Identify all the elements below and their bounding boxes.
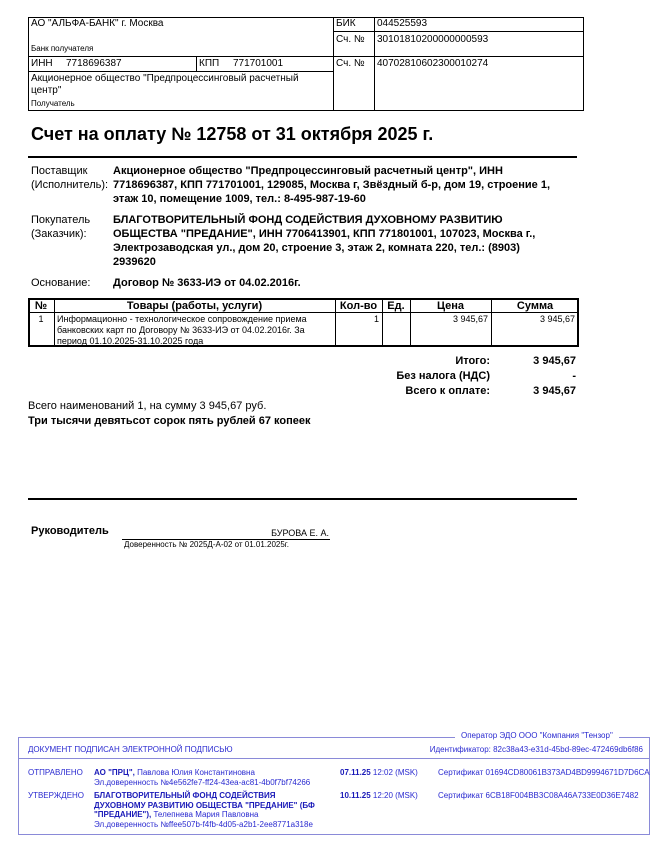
- supplier-label-2: (Исполнитель):: [31, 179, 109, 191]
- sent-date: 07.11.25: [340, 768, 371, 777]
- bik-value: 044525593: [377, 18, 428, 29]
- approved-org: БЛАГОТВОРИТЕЛЬНЫЙ ФОНД СОДЕЙСТВИЯ: [94, 791, 276, 800]
- sent-time: 12:02 (MSK): [370, 768, 418, 777]
- bik-label: БИК: [336, 18, 356, 29]
- sent-label: ОТПРАВЛЕНО: [28, 768, 83, 777]
- total-value: 3 945,67: [533, 355, 576, 367]
- buyer-label: Покупатель: [31, 214, 91, 226]
- buyer-line: ОБЩЕСТВА "ПРЕДАНИЕ", ИНН 7706413901, КПП 771801001, 107023, Москва г.,: [113, 228, 536, 240]
- supplier-label: Поставщик: [31, 165, 88, 177]
- inn-value: 7718696387: [66, 58, 122, 69]
- corr-label: Сч. №: [336, 34, 365, 45]
- sent-org: АО "ПРЦ",: [94, 768, 135, 777]
- kpp-label: КПП: [199, 58, 220, 69]
- row-sum: 3 945,67: [539, 314, 575, 324]
- basis-label: Основание:: [31, 277, 91, 289]
- total-label: Итого:: [455, 355, 490, 367]
- sent-person: Павлова Юлия Константиновна: [134, 768, 255, 777]
- header-unit: Ед.: [387, 300, 405, 312]
- basis-value: Договор № 3633-ИЭ от 04.02.2016г.: [113, 277, 301, 289]
- sent-cert: Сертификат 01694CD80061B373AD4BD9994671D7D6CA: [438, 768, 650, 777]
- due-value: 3 945,67: [533, 385, 576, 397]
- buyer-label-2: (Заказчик):: [31, 228, 87, 240]
- approved-org: ДУХОВНОМУ РАЗВИТИЮ ОБЩЕСТВА "ПРЕДАНИЕ" (БФ: [94, 800, 315, 810]
- tax-value: -: [572, 370, 576, 382]
- edo-operator: Оператор ЭДО ООО "Компания "Тензор": [455, 731, 619, 740]
- signature-role: Руководитель: [31, 525, 109, 537]
- bank-name: АО "АЛЬФА-БАНК" г. Москва: [31, 18, 164, 29]
- invoice-title: Счет на оплату № 12758 от 31 октября 2025 г.: [31, 124, 434, 144]
- signature-poa: Доверенность № 2025Д-А-02 от 01.01.2025г.: [124, 540, 289, 549]
- recipient-name-cont: центр": [31, 85, 62, 96]
- header-sum: Сумма: [516, 300, 554, 312]
- header-price: Цена: [436, 300, 465, 312]
- approved-date: 10.11.25: [340, 791, 371, 800]
- account-value: 40702810602300010274: [377, 58, 489, 69]
- supplier-line: Акционерное общество "Предпроцессинговый расчетный центр", ИНН: [113, 165, 503, 177]
- approved-poa: Эл.доверенность №ffee507b-f4fb-4d05-a2b1-2ee8771a318e: [94, 820, 313, 830]
- row-name-line: банковских карт по Договору № 3633-ИЭ от 04.02.2016г. За: [57, 325, 305, 335]
- supplier-line: 7718696387, КПП 771701001, 129085, Москва г, Звёздный б-р, дом 19, строение 1,: [113, 179, 551, 191]
- approved-signer: [94, 791, 315, 830]
- header-number: №: [34, 300, 48, 312]
- buyer-details: [113, 213, 535, 269]
- amount-in-words: Три тысячи девятьсот сорок пять рублей 67 копеек: [28, 415, 311, 427]
- inn-label: ИНН: [31, 58, 53, 69]
- tax-label: Без налога (НДС): [396, 370, 490, 382]
- row-qty: 1: [373, 314, 379, 324]
- edo-header: ДОКУМЕНТ ПОДПИСАН ЭЛЕКТРОННОЙ ПОДПИСЬЮ: [28, 745, 233, 754]
- row-price: 3 945,67: [452, 314, 488, 324]
- buyer-line: 2939620: [113, 256, 156, 268]
- header-goods: Товары (работы, услуги): [126, 300, 263, 312]
- approved-person: Телепнева Мария Павловна: [151, 810, 259, 820]
- edo-identifier: Идентификатор: 82c38a43-e31d-45bd-89ec-472469db6f86: [429, 745, 643, 754]
- recipient-label: Получатель: [31, 99, 75, 108]
- account-label: Сч. №: [336, 58, 365, 69]
- items-summary: Всего наименований 1, на сумму 3 945,67 руб.: [28, 400, 267, 412]
- approved-org: "ПРЕДАНИЕ"),: [94, 810, 152, 820]
- row-name-line: Информационно - технологическое сопровождение приема: [57, 314, 307, 324]
- recipient-name: Акционерное общество "Предпроцессинговый расчетный: [31, 73, 299, 84]
- kpp-value: 771701001: [233, 58, 284, 69]
- buyer-line: Электрозаводская ул., дом 20, строение 3, этаж 2, комната 220, тел.: (8903): [113, 242, 520, 254]
- supplier-line: этаж 10, помещение 1009, тел.: 8-495-987-19-60: [113, 193, 366, 205]
- corr-account: 30101810200000000593: [377, 34, 489, 45]
- header-qty: Кол-во: [339, 300, 378, 312]
- bank-label: Банк получателя: [31, 44, 94, 53]
- signature-name: БУРОВА Е. А.: [271, 528, 329, 538]
- due-label: Всего к оплате:: [405, 385, 490, 397]
- approved-time: 12:20 (MSK): [370, 791, 418, 800]
- approved-cert: Сертификат 6CB18F004BB3C08A46A733E0D36E7482: [438, 791, 639, 800]
- sent-poa: Эл.доверенность №4e562fe7-ff24-43ea-ac81-4b0f7bf74266: [94, 778, 311, 787]
- row-name-line: период 01.10.2025-31.10.2025 года: [57, 336, 204, 346]
- row-name: [57, 314, 307, 347]
- supplier-details: [113, 164, 550, 206]
- row-number: 1: [38, 314, 44, 324]
- approved-label: УТВЕРЖДЕНО: [28, 791, 85, 800]
- buyer-line: БЛАГОТВОРИТЕЛЬНЫЙ ФОНД СОДЕЙСТВИЯ ДУХОВНОМУ РАЗВИТИЮ: [113, 214, 503, 226]
